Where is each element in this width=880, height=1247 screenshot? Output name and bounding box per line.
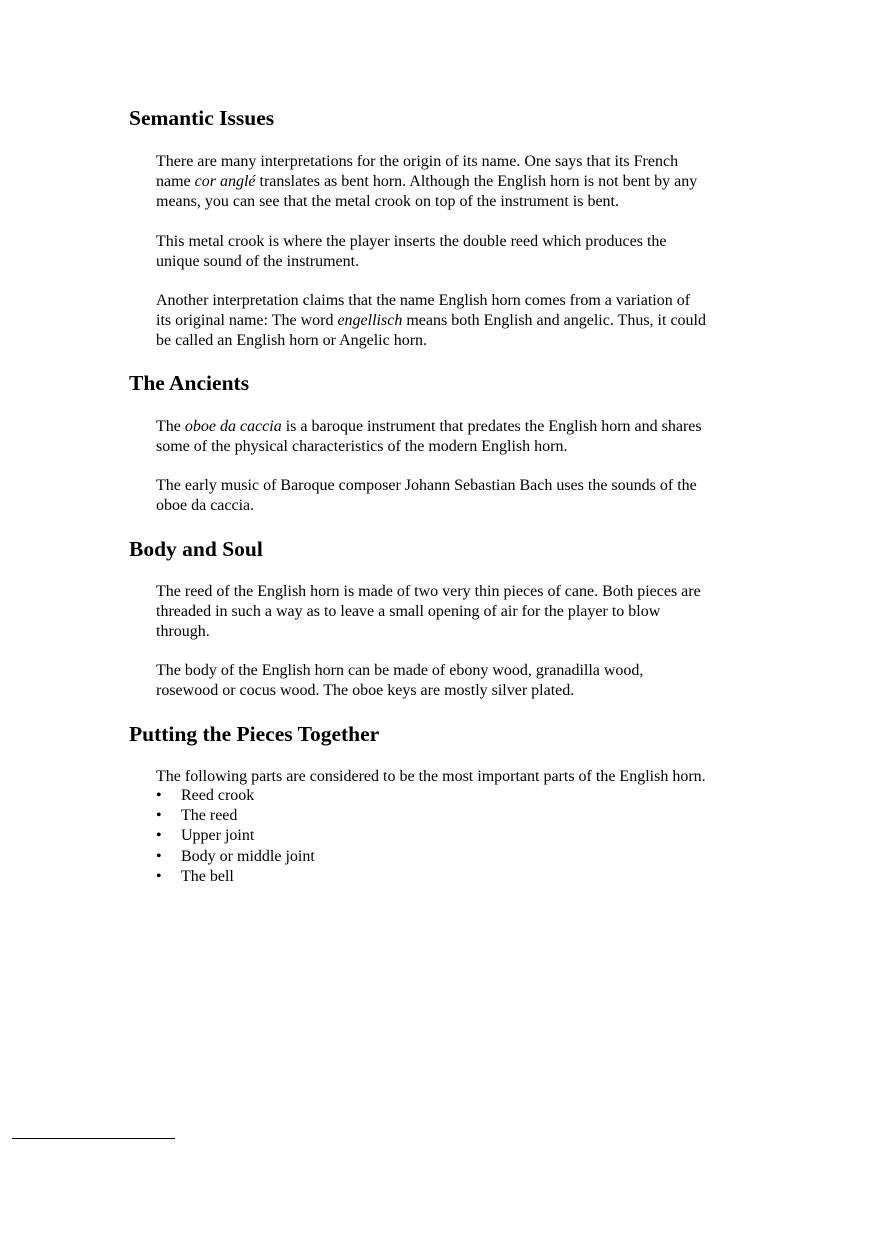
paragraph-origin-of-name: [156, 152, 776, 212]
paragraph-reed: [156, 582, 776, 642]
paragraph-another-interpretation: [156, 291, 776, 351]
bullet-icon: •: [156, 867, 162, 885]
bullet-icon: •: [156, 827, 162, 845]
paragraph-oboe-da-caccia: [156, 417, 776, 457]
text-line: The oboe da caccia is a baroque instrument that predates the English horn and shares: [156, 418, 702, 435]
bullet-icon: •: [156, 807, 162, 825]
text-line: name cor anglé translates as bent horn. Although the English horn is not bent by any: [156, 173, 698, 190]
section-heading-body-and-soul: Body and Soul: [129, 537, 263, 561]
text-line: This metal crook is where the player inserts the double reed which produces the: [156, 233, 667, 250]
section-heading-the-ancients: The Ancients: [129, 371, 250, 395]
list-item: • The reed: [156, 806, 315, 826]
bullet-icon: •: [156, 787, 162, 804]
paragraph-metal-crook: [156, 232, 776, 272]
text-line: means, you can see that the metal crook on top of the instrument is bent.: [156, 193, 619, 210]
emphasis-cor-angle: cor anglé: [194, 173, 256, 190]
text-line: oboe da caccia.: [156, 497, 255, 514]
text-line: The reed of the English horn is made of two very thin pieces of cane. Both pieces are: [156, 583, 701, 600]
paragraph-important-parts: [156, 767, 776, 787]
list-item: • Reed crook: [156, 786, 315, 806]
parts-list: [156, 786, 315, 887]
text-line: The body of the English horn can be made of ebony wood, granadilla wood,: [156, 662, 644, 679]
text-line: its original name: The word engellisch means both English and angelic. Thus, it could: [156, 312, 706, 329]
paragraph-bach: [156, 476, 776, 516]
list-item: • Body or middle joint: [156, 847, 315, 867]
text-line: Another interpretation claims that the name English horn comes from a variation of: [156, 292, 691, 309]
footnote-separator-rule: [12, 1138, 175, 1139]
text-line: through.: [156, 623, 210, 640]
text-line: be called an English horn or Angelic horn.: [156, 332, 428, 349]
text-line: unique sound of the instrument.: [156, 253, 360, 270]
paragraph-body-wood: [156, 661, 776, 701]
list-item: • The bell: [156, 867, 315, 887]
text-line: some of the physical characteristics of the modern English horn.: [156, 438, 568, 455]
text-line: There are many interpretations for the origin of its name. One says that its French: [156, 153, 679, 170]
bullet-icon: •: [156, 847, 162, 865]
section-heading-semantic-issues: Semantic Issues: [129, 106, 275, 130]
emphasis-oboe-da-caccia: oboe da caccia: [184, 418, 282, 435]
text-line: The following parts are considered to be the most important parts of the English horn.: [156, 768, 706, 785]
text-line: The early music of Baroque composer Johann Sebastian Bach uses the sounds of the: [156, 477, 697, 494]
list-item: • Upper joint: [156, 826, 315, 846]
text-line: threaded in such a way as to leave a small opening of air for the player to blow: [156, 603, 661, 620]
section-heading-putting-the-pieces-together: Putting the Pieces Together: [129, 722, 380, 746]
emphasis-engellisch: engellisch: [337, 312, 403, 329]
text-line: rosewood or cocus wood. The oboe keys are mostly silver plated.: [156, 682, 575, 699]
